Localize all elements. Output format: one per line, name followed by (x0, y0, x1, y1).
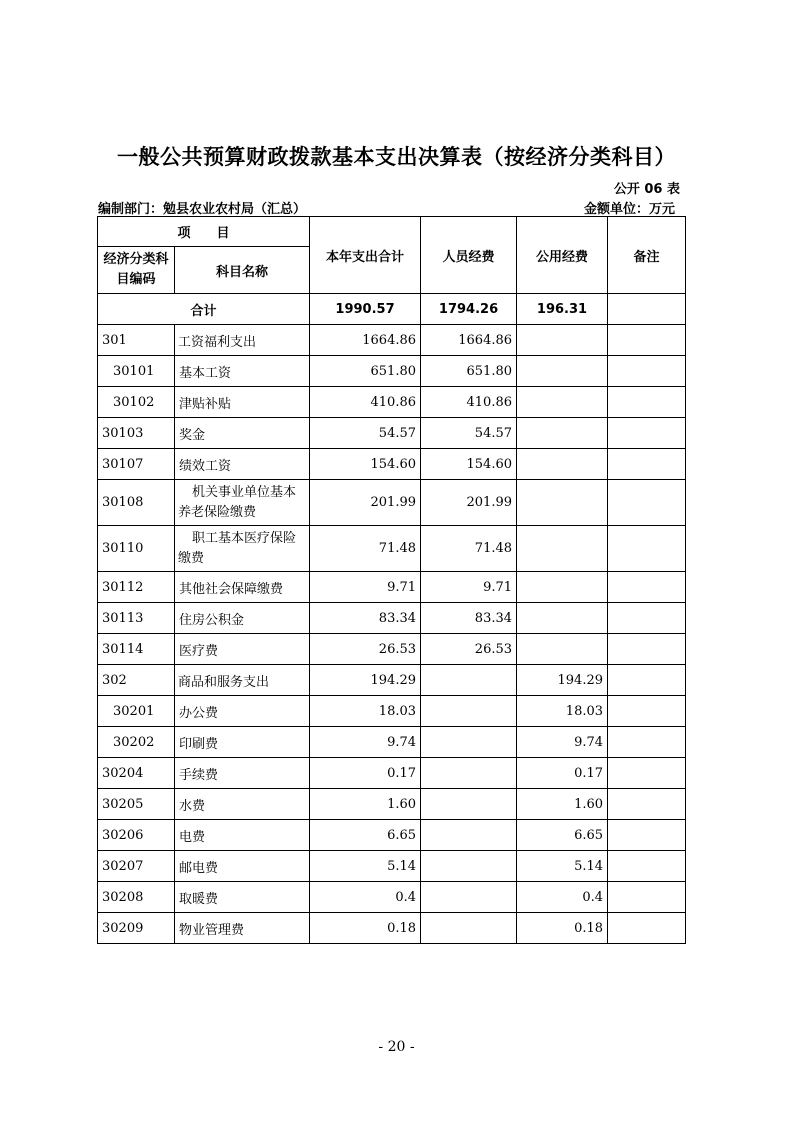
row-remark (608, 665, 686, 696)
row-total: 9.74 (310, 727, 421, 758)
row-public: 194.29 (517, 665, 608, 696)
row-personnel: 154.60 (421, 449, 517, 480)
header-public: 公用经费 (517, 217, 608, 294)
row-remark (608, 480, 686, 526)
row-code: 30102 (98, 387, 175, 418)
header-total: 本年支出合计 (310, 217, 421, 294)
row-total: 71.48 (310, 526, 421, 572)
table-row (98, 789, 686, 820)
total-row (98, 294, 686, 325)
row-personnel: 410.86 (421, 387, 517, 418)
table-row (98, 449, 686, 480)
row-name: 手续费 (175, 758, 310, 789)
row-code: 30209 (98, 913, 175, 944)
row-code: 302 (98, 665, 175, 696)
row-code: 30107 (98, 449, 175, 480)
row-public: 18.03 (517, 696, 608, 727)
row-remark (608, 418, 686, 449)
row-code: 301 (98, 325, 175, 356)
row-code: 30202 (98, 727, 175, 758)
row-code: 30201 (98, 696, 175, 727)
row-public (517, 356, 608, 387)
row-personnel (421, 727, 517, 758)
row-total: 26.53 (310, 634, 421, 665)
header-subject-name: 科目名称 (175, 247, 310, 294)
row-remark (608, 325, 686, 356)
row-name: 绩效工资 (175, 449, 310, 480)
row-name: 电费 (175, 820, 310, 851)
row-personnel (421, 665, 517, 696)
row-public: 0.17 (517, 758, 608, 789)
row-personnel (421, 789, 517, 820)
row-code: 30204 (98, 758, 175, 789)
row-personnel: 1664.86 (421, 325, 517, 356)
total-remark (608, 294, 686, 325)
row-total: 9.71 (310, 572, 421, 603)
row-total: 6.65 (310, 820, 421, 851)
row-total: 410.86 (310, 387, 421, 418)
table-row (98, 696, 686, 727)
row-name: 基本工资 (175, 356, 310, 387)
row-code: 30101 (98, 356, 175, 387)
row-total: 651.80 (310, 356, 421, 387)
row-public: 6.65 (517, 820, 608, 851)
row-public (517, 603, 608, 634)
header-item: 项 目 (98, 217, 310, 247)
row-total: 154.60 (310, 449, 421, 480)
row-name: 机关事业单位基本养老保险缴费 (175, 480, 310, 526)
table-row (98, 356, 686, 387)
unit-label: 金额单位：万元 (583, 202, 675, 217)
row-remark (608, 526, 686, 572)
row-public (517, 387, 608, 418)
row-personnel: 71.48 (421, 526, 517, 572)
row-total: 1.60 (310, 789, 421, 820)
table-row (98, 913, 686, 944)
table-row (98, 758, 686, 789)
row-name: 取暖费 (175, 882, 310, 913)
row-name: 商品和服务支出 (175, 665, 310, 696)
department-label: 编制部门：勉县农业农村局（汇总） (98, 202, 307, 217)
expenditure-table (97, 216, 686, 944)
row-code: 30208 (98, 882, 175, 913)
row-code: 30110 (98, 526, 175, 572)
row-personnel (421, 913, 517, 944)
row-total: 0.17 (310, 758, 421, 789)
row-code: 30114 (98, 634, 175, 665)
row-personnel (421, 851, 517, 882)
row-name: 办公费 (175, 696, 310, 727)
table-code: 公开 06 表 (613, 182, 680, 197)
row-total: 54.57 (310, 418, 421, 449)
table-row (98, 572, 686, 603)
row-public (517, 572, 608, 603)
row-name: 水费 (175, 789, 310, 820)
row-personnel (421, 820, 517, 851)
row-code: 30206 (98, 820, 175, 851)
row-public (517, 634, 608, 665)
row-name: 医疗费 (175, 634, 310, 665)
table-row (98, 387, 686, 418)
row-total: 194.29 (310, 665, 421, 696)
row-name: 津贴补贴 (175, 387, 310, 418)
row-remark (608, 634, 686, 665)
row-remark (608, 356, 686, 387)
row-public (517, 526, 608, 572)
row-personnel: 651.80 (421, 356, 517, 387)
row-remark (608, 572, 686, 603)
row-personnel: 26.53 (421, 634, 517, 665)
page-number: - 20 - (378, 1039, 415, 1055)
table-row (98, 634, 686, 665)
row-personnel: 9.71 (421, 572, 517, 603)
row-code: 30112 (98, 572, 175, 603)
row-remark (608, 727, 686, 758)
row-total: 0.4 (310, 882, 421, 913)
row-personnel: 201.99 (421, 480, 517, 526)
row-public (517, 449, 608, 480)
row-remark (608, 696, 686, 727)
table-row (98, 820, 686, 851)
total-personnel: 1794.26 (421, 294, 517, 325)
row-remark (608, 758, 686, 789)
table-row (98, 480, 686, 526)
row-name: 奖金 (175, 418, 310, 449)
row-public (517, 325, 608, 356)
row-total: 0.18 (310, 913, 421, 944)
row-name: 印刷费 (175, 727, 310, 758)
row-remark (608, 851, 686, 882)
row-public: 0.4 (517, 882, 608, 913)
table-row (98, 526, 686, 572)
row-total: 18.03 (310, 696, 421, 727)
row-public (517, 418, 608, 449)
row-total: 201.99 (310, 480, 421, 526)
total-public: 196.31 (517, 294, 608, 325)
row-personnel (421, 882, 517, 913)
row-remark (608, 387, 686, 418)
row-public: 9.74 (517, 727, 608, 758)
row-personnel: 83.34 (421, 603, 517, 634)
row-code: 30108 (98, 480, 175, 526)
row-total: 83.34 (310, 603, 421, 634)
row-remark (608, 789, 686, 820)
header-econ-code: 经济分类科目编码 (98, 247, 175, 294)
row-public: 0.18 (517, 913, 608, 944)
row-code: 30205 (98, 789, 175, 820)
table-row (98, 603, 686, 634)
row-public (517, 480, 608, 526)
row-remark (608, 882, 686, 913)
row-code: 30207 (98, 851, 175, 882)
total-label: 合计 (98, 294, 310, 325)
total-amount: 1990.57 (310, 294, 421, 325)
table-row (98, 851, 686, 882)
header-personnel: 人员经费 (421, 217, 517, 294)
row-name: 邮电费 (175, 851, 310, 882)
header-remark: 备注 (608, 217, 686, 294)
row-name: 物业管理费 (175, 913, 310, 944)
row-remark (608, 603, 686, 634)
row-personnel (421, 758, 517, 789)
row-total: 1664.86 (310, 325, 421, 356)
row-name: 工资福利支出 (175, 325, 310, 356)
row-name: 职工基本医疗保险缴费 (175, 526, 310, 572)
row-code: 30113 (98, 603, 175, 634)
page-title: 一般公共预算财政拨款基本支出决算表（按经济分类科目） (117, 145, 676, 169)
row-total: 5.14 (310, 851, 421, 882)
row-public: 1.60 (517, 789, 608, 820)
table-row (98, 882, 686, 913)
table-row (98, 665, 686, 696)
table-row (98, 418, 686, 449)
row-public: 5.14 (517, 851, 608, 882)
row-name: 住房公积金 (175, 603, 310, 634)
row-remark (608, 820, 686, 851)
row-personnel (421, 696, 517, 727)
row-code: 30103 (98, 418, 175, 449)
row-remark (608, 913, 686, 944)
table-row (98, 727, 686, 758)
table-row (98, 325, 686, 356)
row-personnel: 54.57 (421, 418, 517, 449)
row-name: 其他社会保障缴费 (175, 572, 310, 603)
row-remark (608, 449, 686, 480)
